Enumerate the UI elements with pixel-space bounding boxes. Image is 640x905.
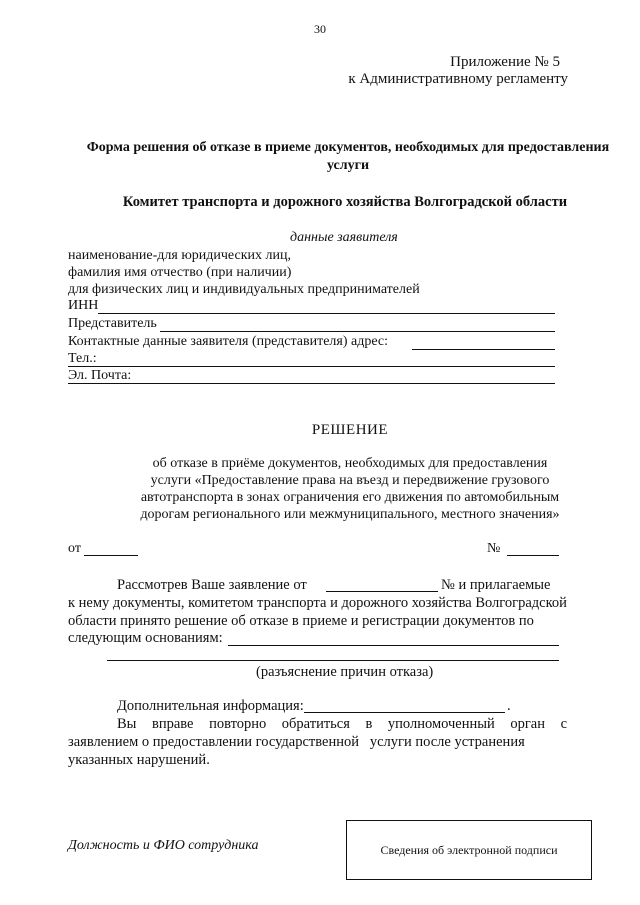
considered-text: Рассмотрев Ваше заявление от [117,577,307,593]
employee-position-label: Должность и ФИО сотрудника [68,838,259,853]
number-label: № [487,541,501,556]
additional-info-line [304,712,505,713]
decision-heading: РЕШЕНИЕ [311,422,389,438]
annex-number: Приложение № 5 [450,54,560,70]
number-field-line [507,555,559,556]
applicant-caption: данные заявителя [290,230,398,245]
notice-line: указанных нарушений. [68,752,210,768]
body-line: к нему документы, комитетом транспорта и дорожного хозяйства Волгоградской [68,595,567,611]
contacts-field-line [412,349,555,350]
decision-subtitle-line: услуги «Предоставление права на въезд и передвижение грузового [150,473,550,488]
decision-subtitle-line: дорогам регионального или межмуниципального, местного значения» [140,507,560,522]
e-signature-label: Сведения об электронной подписи [380,842,558,857]
additional-info-label: Дополнительная информация: [117,698,304,714]
annex-reference: к Административному регламенту [348,71,568,87]
notice-line: заявлением о предоставлении государственной услуги после устранения [68,734,525,750]
phone-label: Тел.: [68,351,97,366]
grounds-label: следующим основаниям: [68,630,223,646]
additional-info-end: . [507,698,511,714]
application-date-line [326,591,438,592]
legal-name-label: наименование-для юридических лиц, [68,248,291,263]
email-field-line [68,383,555,384]
date-label: от [68,541,81,556]
inn-label: ИНН [68,298,99,313]
decision-subtitle-line: автотранспорта в зонах ограничения его движения по автомобильным [140,490,560,505]
body-line: области принято решение об отказе в приеме и регистрации документов по [68,613,534,629]
notice-line: Вы вправе повторно обратиться в уполномоченный орган с [117,716,567,732]
phone-field-line [68,366,555,367]
individuals-label: для физических лиц и индивидуальных предпринимателей [68,282,420,297]
representative-field-line [160,331,555,332]
inn-field-line [98,313,555,314]
email-label: Эл. Почта: [68,368,132,383]
contacts-label: Контактные данные заявителя (представителя) адрес: [68,334,389,349]
date-field-line [84,555,138,556]
grounds-field-line-2 [107,660,559,661]
decision-subtitle-line: об отказе в приёме документов, необходимых для предоставления [152,456,548,471]
page-number: 30 [314,22,326,36]
considered-text-end: № и прилагаемые [441,577,551,593]
organization-name: Комитет транспорта и дорожного хозяйства Волгоградской области [122,194,568,210]
form-title: Форма решения об отказе в приеме документов, необходимых для предоставления услуги [86,140,610,173]
e-signature-box [346,820,592,880]
full-name-label: фамилия имя отчество (при наличии) [68,265,292,280]
representative-label: Представитель [68,316,157,331]
reasons-caption: (разъяснение причин отказа) [256,664,434,680]
grounds-field-line [228,645,559,646]
